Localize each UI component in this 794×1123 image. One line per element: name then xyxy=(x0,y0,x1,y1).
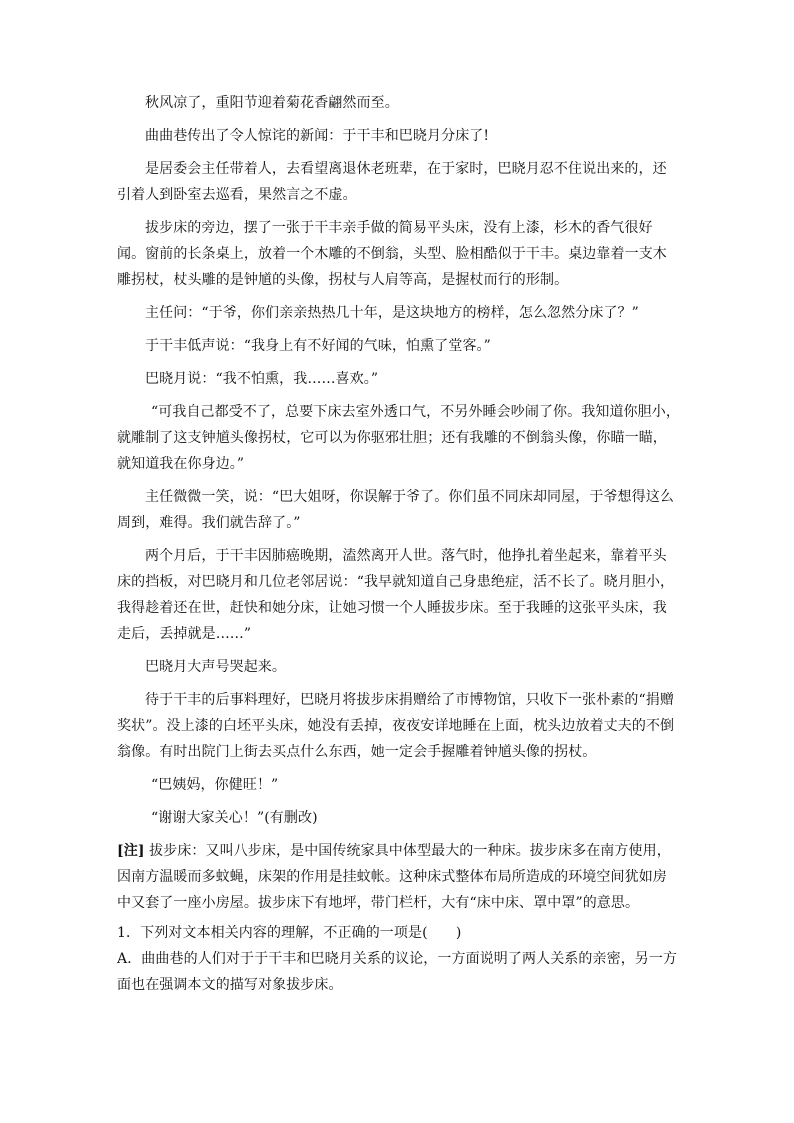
footnote-tag: [注] xyxy=(117,843,145,859)
paragraph-11: 巴晓月大声号哭起来。 xyxy=(145,659,286,675)
paragraph-13: “巴姨妈，你健旺！” xyxy=(151,777,279,793)
paragraph-6: 于干丰低声说：“我身上有不好闻的气味，怕熏了堂客。” xyxy=(145,338,491,354)
paragraph-7: 巴晓月说：“我不怕熏，我……喜欢。” xyxy=(145,371,379,387)
paragraph-8: “可我自己都受不了，总要下床去室外透口气，不另外睡会吵闹了你。我知道你胆小，就雕制了这支钟馗头像拐杖，它可以为你驱邪壮胆；还有我雕的不倒翁头像，你瞄一瞄，就知道我在你身边。” xyxy=(117,404,680,472)
question-stem: 1．下列对文本相关内容的理解，不正确的一项是( ) xyxy=(117,925,462,941)
paragraph-1: 秋风凉了，重阳节迎着菊花香翩然而至。 xyxy=(145,95,399,111)
paragraph-2: 曲曲巷传出了令人惊诧的新闻：于干丰和巴晓月分床了! xyxy=(145,128,490,144)
paragraph-4: 拔步床的旁边，摆了一张于干丰亲手做的简易平头床，没有上漆，杉木的香气很好闻。窗前的长条桌上，放着一个木雕的不倒翁，头型、脸相酷似于干丰。桌边靠着一支木雕拐杖，杖头雕的是钟馗的头像，拐杖与人肩等高，是握杖而行的形制。 xyxy=(117,220,667,288)
footnote-text: 拔步床：又叫八步床，是中国传统家具中体型最大的一种床。拔步床多在南方使用，因南方温暖而多蚊蝇，床架的作用是挂蚊帐。这种床式整体布局所造成的环境空间犹如房中又套了一座小房屋。拔步床下有地坪，带门栏杆，大有“床中床、罩中罩”的意思。 xyxy=(117,843,671,911)
paragraph-3: 是居委会主任带着人，去看望离退休老班辈，在于家时，巴晓月忍不住说出来的，还引着人到卧室去巡看，果然言之不虚。 xyxy=(117,161,667,203)
paragraph-5: 主任问：“于爷，你们亲亲热热几十年，是这块地方的榜样，怎么忽然分床了？” xyxy=(145,305,639,321)
paragraph-9: 主任微微一笑，说：“巴大姐呀，你误解于爷了。你们虽不同床却同屋，于爷想得这么周到，难得。我们就告辞了。” xyxy=(117,489,674,531)
paragraph-14: “谢谢大家关心！”(有删改) xyxy=(151,810,318,826)
article-body xyxy=(117,90,680,998)
footnote xyxy=(117,838,680,916)
paragraph-10: 两个月后，于干丰因肺癌晚期，溘然离开人世。落气时，他挣扎着坐起来，靠着平头床的挡板，对巴晓月和几位老邻居说：“我早就知道自己身患绝症，活不长了。晓月胆小，我得趁着还在世，赶快和她分床，让她习惯一个人睡拔步床。至于我睡的这张平头床，我走后，丢掉就是……” xyxy=(117,548,675,642)
question-option-a: A．曲曲巷的人们对于于干丰和巴晓月关系的议论，一方面说明了两人关系的亲密，另一方面也在强调本文的描写对象拔步床。 xyxy=(117,951,678,993)
paragraph-12: 待于干丰的后事料理好，巴晓月将拔步床捐赠给了市博物馆，只收下一张朴素的“捐赠奖状”。没上漆的白坯平头床，她没有丢掉，夜夜安详地睡在上面，枕头边放着丈夫的不倒翁像。有时出院门上街去买点什么东西，她一定会手握雕着钟馗头像的拐杖。 xyxy=(117,692,675,760)
